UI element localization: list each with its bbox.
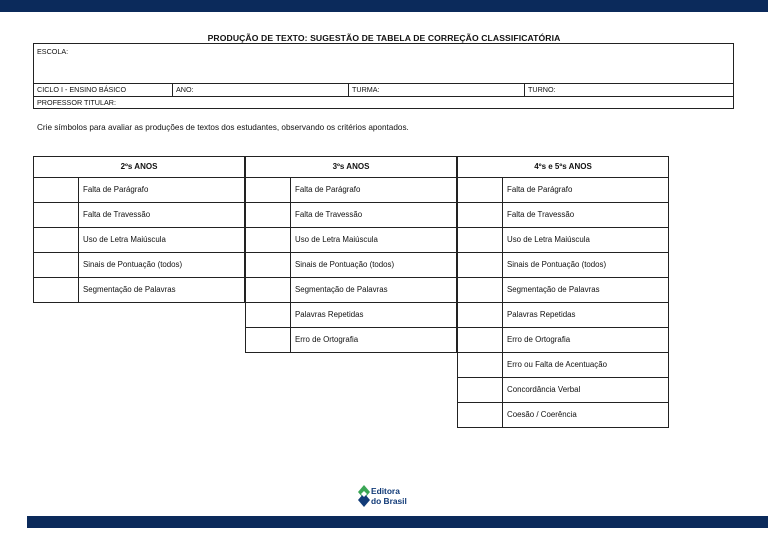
table-heading: 3ºs ANOS xyxy=(246,157,456,178)
criterion-label: Sinais de Pontuação (todos) xyxy=(295,260,395,269)
teacher-field[interactable] xyxy=(34,97,733,109)
document-title: PRODUÇÃO DE TEXTO: SUGESTÃO DE TABELA DE CORREÇÃO CLASSIFICATÓRIA xyxy=(207,33,561,43)
school-field[interactable] xyxy=(34,44,733,84)
table-row xyxy=(458,353,668,378)
instruction-text: Crie símbolos para avaliar as produções de textos dos estudantes, observando os critérios apontados. xyxy=(37,123,409,132)
table-row xyxy=(34,203,244,228)
bottom-bar xyxy=(27,516,768,528)
table-row xyxy=(458,328,668,353)
table-row xyxy=(458,378,668,403)
table-row xyxy=(246,328,456,352)
year-label: ANO: xyxy=(176,85,194,94)
symbol-cell[interactable] xyxy=(246,278,291,302)
table-row xyxy=(246,253,456,278)
criteria-table-1 xyxy=(33,156,245,303)
cycle-label: CICLO I - ENSINO BÁSICO xyxy=(37,85,127,94)
table-row xyxy=(458,178,668,203)
symbol-cell[interactable] xyxy=(34,203,79,227)
criterion-label: Palavras Repetidas xyxy=(507,310,576,319)
symbol-cell[interactable] xyxy=(458,278,503,302)
criterion-label: Sinais de Pontuação (todos) xyxy=(83,260,183,269)
class-label: TURMA: xyxy=(352,85,380,94)
symbol-cell[interactable] xyxy=(458,403,503,427)
logo-line1: Editora xyxy=(371,486,400,496)
header-form xyxy=(33,43,734,109)
table-row xyxy=(458,278,668,303)
criterion-label: Segmentação de Palavras xyxy=(507,285,600,294)
logo-line2: do Brasil xyxy=(371,496,407,506)
criterion-label: Falta de Parágrafo xyxy=(83,185,149,194)
shift-label: TURNO: xyxy=(528,85,556,94)
criterion-label: Uso de Letra Maiúscula xyxy=(295,235,378,244)
info-row xyxy=(34,84,733,97)
criterion-label: Segmentação de Palavras xyxy=(83,285,176,294)
criterion-label: Coesão / Coerência xyxy=(507,410,577,419)
teacher-label: PROFESSOR TITULAR: xyxy=(37,98,116,107)
table-row xyxy=(458,203,668,228)
symbol-cell[interactable] xyxy=(34,228,79,252)
table-row xyxy=(246,228,456,253)
table-row xyxy=(246,303,456,328)
table-heading: 2ºs ANOS xyxy=(34,157,244,178)
symbol-cell[interactable] xyxy=(34,278,79,302)
criterion-label: Falta de Parágrafo xyxy=(507,185,573,194)
table-row xyxy=(458,253,668,278)
table-heading: 4ºs e 5ºs ANOS xyxy=(458,157,668,178)
criterion-label: Sinais de Pontuação (todos) xyxy=(507,260,607,269)
table-row xyxy=(34,278,244,302)
symbol-cell[interactable] xyxy=(34,178,79,202)
symbol-cell[interactable] xyxy=(458,203,503,227)
class-field[interactable] xyxy=(348,84,524,96)
criterion-label: Erro de Ortografia xyxy=(295,335,359,344)
criteria-table-2 xyxy=(245,156,457,353)
table-row xyxy=(246,178,456,203)
symbol-cell[interactable] xyxy=(246,178,291,202)
top-bar xyxy=(0,0,768,12)
symbol-cell[interactable] xyxy=(246,228,291,252)
criterion-label: Uso de Letra Maiúscula xyxy=(83,235,166,244)
school-label: ESCOLA: xyxy=(37,47,69,56)
criteria-table-3 xyxy=(457,156,669,428)
symbol-cell[interactable] xyxy=(246,253,291,277)
table-row xyxy=(34,253,244,278)
symbol-cell[interactable] xyxy=(458,353,503,377)
criterion-label: Concordância Verbal xyxy=(507,385,581,394)
logo-text xyxy=(371,486,407,506)
shift-field[interactable] xyxy=(524,84,733,96)
editora-logo xyxy=(357,484,417,512)
symbol-cell[interactable] xyxy=(458,303,503,327)
cycle-cell xyxy=(34,84,172,96)
criterion-label: Falta de Travessão xyxy=(295,210,363,219)
symbol-cell[interactable] xyxy=(246,303,291,327)
table-row xyxy=(34,228,244,253)
symbol-cell[interactable] xyxy=(458,228,503,252)
criterion-label: Falta de Travessão xyxy=(83,210,151,219)
symbol-cell[interactable] xyxy=(246,203,291,227)
table-row xyxy=(458,303,668,328)
symbol-cell[interactable] xyxy=(34,253,79,277)
criterion-label: Erro ou Falta de Acentuação xyxy=(507,360,608,369)
symbol-cell[interactable] xyxy=(458,253,503,277)
criterion-label: Palavras Repetidas xyxy=(295,310,364,319)
criterion-label: Falta de Travessão xyxy=(507,210,575,219)
symbol-cell[interactable] xyxy=(246,328,291,352)
table-row xyxy=(458,228,668,253)
criterion-label: Uso de Letra Maiúscula xyxy=(507,235,590,244)
criterion-label: Falta de Parágrafo xyxy=(295,185,361,194)
criterion-label: Erro de Ortografia xyxy=(507,335,571,344)
symbol-cell[interactable] xyxy=(458,178,503,202)
table-row xyxy=(246,278,456,303)
criterion-label: Segmentação de Palavras xyxy=(295,285,388,294)
table-row xyxy=(458,403,668,427)
year-field[interactable] xyxy=(172,84,348,96)
table-row xyxy=(246,203,456,228)
symbol-cell[interactable] xyxy=(458,328,503,352)
table-row xyxy=(34,178,244,203)
symbol-cell[interactable] xyxy=(458,378,503,402)
logo-icon xyxy=(357,484,371,508)
